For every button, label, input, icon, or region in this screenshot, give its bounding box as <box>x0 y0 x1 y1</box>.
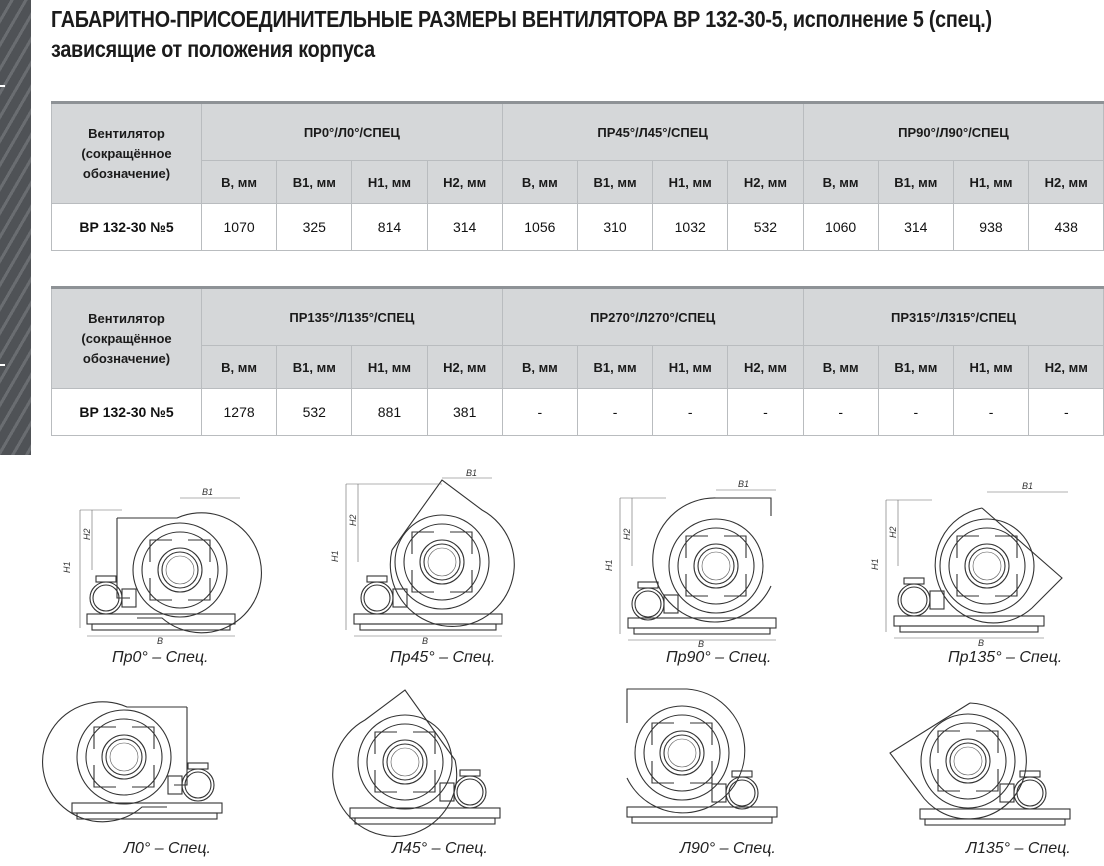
subcolumn-header: H1, мм <box>953 346 1028 389</box>
dim-label-h1: H1 <box>62 561 72 573</box>
subcolumn-header: H2, мм <box>1029 346 1104 389</box>
value-cell: - <box>728 389 803 436</box>
dim-label-h2: H2 <box>348 514 358 526</box>
dim-label-h1: H1 <box>604 559 614 571</box>
subcolumn-header: H1, мм <box>352 346 427 389</box>
value-cell: 938 <box>953 204 1028 251</box>
subcolumn-header: B1, мм <box>277 161 352 204</box>
fan-diagram-l45 <box>340 680 520 838</box>
value-cell: 314 <box>427 204 502 251</box>
subcolumn-header: H1, мм <box>352 161 427 204</box>
fan-name-cell: ВР 132-30 №5 <box>52 389 202 436</box>
value-cell: - <box>953 389 1028 436</box>
group-header: ПР135°/Л135°/СПЕЦ <box>202 288 503 346</box>
caption-l45: Л45° – Спец. <box>392 840 488 857</box>
caption-pr135: Пр135° – Спец. <box>948 649 1063 666</box>
subcolumn-header: B, мм <box>803 346 878 389</box>
dim-label-b: B <box>978 638 985 648</box>
value-cell: - <box>878 389 953 436</box>
dim-label-b: B <box>157 636 164 646</box>
subcolumn-header: B, мм <box>803 161 878 204</box>
subcolumn-header: B, мм <box>502 161 577 204</box>
caption-l90: Л90° – Спец. <box>680 840 776 857</box>
caption-pr0: Пр0° – Спец. <box>112 649 209 666</box>
value-cell: 1070 <box>202 204 277 251</box>
value-cell: 314 <box>878 204 953 251</box>
page-title-line-1: ГАБАРИТНО-ПРИСОЕДИНИТЕЛЬНЫЕ РАЗМЕРЫ ВЕНТИЛЯТОРА ВР 132-30-5, исполнение 5 (спец.) <box>51 6 992 32</box>
subcolumn-header: B1, мм <box>577 161 652 204</box>
subcolumn-header: B1, мм <box>277 346 352 389</box>
subcolumn-header: H2, мм <box>427 346 502 389</box>
caption-pr90: Пр90° – Спец. <box>666 649 772 666</box>
page-title-line-2: зависящие от положения корпуса <box>51 36 375 62</box>
caption-l0: Л0° – Спец. <box>124 840 211 857</box>
value-cell: 532 <box>277 389 352 436</box>
value-cell: - <box>1029 389 1104 436</box>
fan-name-cell: ВР 132-30 №5 <box>52 204 202 251</box>
group-header: ПР45°/Л45°/СПЕЦ <box>502 103 803 161</box>
dim-label-h2: H2 <box>622 528 632 540</box>
dim-label-b1: B1 <box>1022 481 1034 491</box>
fan-diagram-l90 <box>612 683 792 838</box>
fan-diagram-pr135 <box>872 478 1072 648</box>
subcolumn-header: B1, мм <box>878 346 953 389</box>
value-cell: 381 <box>427 389 502 436</box>
value-cell: 881 <box>352 389 427 436</box>
table-row <box>52 204 1104 251</box>
fan-column-header: Вентилятор (сокращённое обозначение) <box>52 288 202 389</box>
subcolumn-header: H2, мм <box>728 161 803 204</box>
group-header: ПР270°/Л270°/СПЕЦ <box>502 288 803 346</box>
dim-label-b1: B1 <box>466 468 478 478</box>
subcolumn-header: B1, мм <box>878 161 953 204</box>
page-title <box>51 4 992 64</box>
group-header: ПР90°/Л90°/СПЕЦ <box>803 103 1104 161</box>
dim-label-h1: H1 <box>330 550 340 562</box>
value-cell: - <box>653 389 728 436</box>
value-cell: - <box>577 389 652 436</box>
value-cell: 438 <box>1029 204 1104 251</box>
dimensions-table-1 <box>51 101 1104 251</box>
fan-diagram-l135 <box>880 683 1080 838</box>
caption-l135: Л135° – Спец. <box>966 840 1071 857</box>
sidebar-mark <box>0 364 5 366</box>
dim-label-b1: B1 <box>738 479 750 489</box>
value-cell: 1056 <box>502 204 577 251</box>
fan-column-header: Вентилятор (сокращённое обозначение) <box>52 103 202 204</box>
subcolumn-header: B, мм <box>202 161 277 204</box>
caption-pr45: Пр45° – Спец. <box>390 649 496 666</box>
subcolumn-header: B1, мм <box>577 346 652 389</box>
group-header: ПР0°/Л0°/СПЕЦ <box>202 103 503 161</box>
subcolumn-header: H1, мм <box>653 346 728 389</box>
fan-diagram-pr0 <box>62 478 242 648</box>
subcolumn-header: H2, мм <box>1029 161 1104 204</box>
subcolumn-header: H1, мм <box>953 161 1028 204</box>
dim-label-b: B <box>422 636 429 646</box>
value-cell: 1060 <box>803 204 878 251</box>
value-cell: 1032 <box>653 204 728 251</box>
fan-diagram-l0 <box>62 685 242 837</box>
value-cell: 532 <box>728 204 803 251</box>
dim-label-h2: H2 <box>82 528 92 540</box>
sidebar-mark <box>0 85 5 87</box>
value-cell: 325 <box>277 204 352 251</box>
dim-label-b1: B1 <box>202 487 214 497</box>
subcolumn-header: H1, мм <box>653 161 728 204</box>
dim-label-h1: H1 <box>870 558 880 570</box>
subcolumn-header: H2, мм <box>728 346 803 389</box>
value-cell: 1278 <box>202 389 277 436</box>
subcolumn-header: B, мм <box>202 346 277 389</box>
value-cell: 310 <box>577 204 652 251</box>
decorative-sidebar <box>0 0 31 455</box>
table-row <box>52 389 1104 436</box>
value-cell: - <box>502 389 577 436</box>
fan-diagram-pr45 <box>332 470 512 648</box>
value-cell: - <box>803 389 878 436</box>
group-header: ПР315°/Л315°/СПЕЦ <box>803 288 1104 346</box>
value-cell: 814 <box>352 204 427 251</box>
dim-label-b: B <box>698 639 705 649</box>
subcolumn-header: H2, мм <box>427 161 502 204</box>
fan-diagram-pr90 <box>606 476 786 648</box>
dim-label-h2: H2 <box>888 526 898 538</box>
subcolumn-header: B, мм <box>502 346 577 389</box>
dimensions-table-2 <box>51 286 1104 436</box>
